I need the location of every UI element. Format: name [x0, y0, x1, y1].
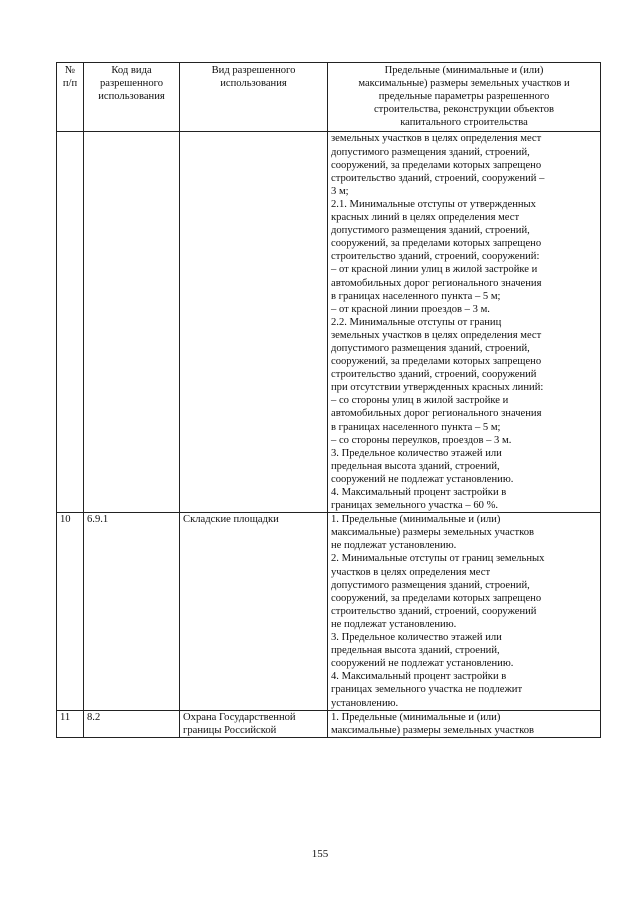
parameter-line: 4. Максимальный процент застройки в: [331, 671, 507, 683]
row-parameters: [328, 513, 601, 710]
use-type-line: Складские площадки: [183, 514, 279, 526]
parameter-line: земельных участков в целях определения мест: [331, 133, 542, 145]
parameter-line: допустимого размещения зданий, строений,: [331, 225, 530, 237]
parameter-line: 4. Максимальный процент застройки в: [331, 487, 507, 498]
parameter-line: строительство зданий, строений, сооружений:: [331, 251, 540, 263]
row-use-code: 8.2: [84, 710, 180, 737]
parameter-line: границах земельного участка не подлежит: [331, 684, 523, 696]
use-type-line: границы Российской: [183, 724, 277, 736]
parameter-line: при отсутствии утвержденных красных линий:: [331, 382, 544, 394]
parameter-line: в границах населенного пункта – 5 м;: [331, 290, 501, 302]
land-use-regulations-table: [56, 62, 601, 738]
parameter-line: сооружений не подлежат установлению.: [331, 473, 514, 485]
row-use-code: [84, 132, 180, 513]
row-use-type: [180, 513, 328, 710]
parameter-line: автомобильных дорог регионального значения: [331, 408, 542, 420]
parameter-line: сооружений, за пределами которых запрещено: [331, 592, 542, 604]
table-header-row: [57, 63, 601, 132]
parameter-line: сооружений не подлежат установлению.: [331, 658, 514, 670]
row-number: 10: [57, 513, 84, 710]
header-use: Вид разрешенного использования: [180, 63, 328, 132]
header-code: Код вида разрешенного использования: [84, 63, 180, 132]
parameter-line: 1. Предельные (минимальные и (или): [331, 514, 501, 526]
table-row: [57, 710, 601, 737]
parameter-line: допустимого размещения зданий, строений,: [331, 579, 530, 591]
parameter-line: участков в целях определения мест: [331, 566, 491, 578]
row-number: 11: [57, 710, 84, 737]
parameter-line: – от красной линии улиц в жилой застройке и: [331, 264, 538, 276]
table-row: [57, 513, 601, 710]
parameter-line: 2.1. Минимальные отступы от утвержденных: [331, 198, 536, 210]
parameter-line: максимальные) размеры земельных участков: [331, 724, 535, 736]
parameter-line: сооружений, за пределами которых запрещено: [331, 238, 542, 250]
parameter-line: 3. Предельное количество этажей или: [331, 632, 502, 644]
page-number: 155: [311, 848, 329, 860]
parameter-line: границах земельного участка – 60 %.: [331, 500, 499, 512]
row-parameters: [328, 710, 601, 737]
parameter-line: красных линий в целях определения мест: [331, 212, 520, 224]
parameter-line: строительство зданий, строений, сооружений –: [331, 172, 545, 184]
parameter-line: сооружений, за пределами которых запрещено: [331, 159, 542, 171]
parameter-line: установлению.: [331, 697, 399, 709]
row-use-type: [180, 132, 328, 513]
parameter-line: земельных участков в целях определения мест: [331, 329, 542, 341]
parameter-line: предельная высота зданий, строений,: [331, 460, 500, 472]
parameter-line: строительство зданий, строений, сооружений: [331, 605, 537, 617]
table-row: [57, 132, 601, 513]
parameter-line: автомобильных дорог регионального значения: [331, 277, 542, 289]
parameter-line: строительство зданий, строений, сооружений: [331, 369, 537, 381]
row-use-code: 6.9.1: [84, 513, 180, 710]
parameter-line: – со стороны переулков, проездов – 3 м.: [331, 434, 512, 446]
parameter-line: предельная высота зданий, строений,: [331, 645, 500, 657]
parameter-line: максимальные) размеры земельных участков: [331, 527, 535, 539]
parameter-line: допустимого размещения зданий, строений,: [331, 146, 530, 158]
parameter-line: 1. Предельные (минимальные и (или): [331, 711, 501, 723]
use-type-line: Охрана Государственной: [183, 711, 296, 723]
parameter-line: сооружений, за пределами которых запрещено: [331, 356, 542, 368]
parameter-line: 3. Предельное количество этажей или: [331, 447, 502, 459]
row-use-type: [180, 710, 328, 737]
header-params: Предельные (минимальные и (или) максимальные) размеры земельных участков и предельные параметры разрешенного строительства, реконструкции объектов капитального строительства: [328, 63, 601, 132]
parameter-line: не подлежат установлению.: [331, 618, 457, 630]
row-parameters: [328, 132, 601, 513]
parameter-line: – со стороны улиц в жилой застройке и: [331, 395, 509, 407]
table-body: [57, 132, 601, 737]
parameter-line: не подлежат установлению.: [331, 540, 457, 552]
parameter-line: 3 м;: [331, 185, 349, 197]
parameter-line: 2.2. Минимальные отступы от границ: [331, 316, 502, 328]
parameter-line: допустимого размещения зданий, строений,: [331, 342, 530, 354]
header-num: № п/п: [57, 63, 84, 132]
parameter-line: – от красной линии проездов – 3 м.: [331, 303, 490, 315]
row-number: [57, 132, 84, 513]
parameter-line: в границах населенного пункта – 5 м;: [331, 421, 501, 433]
parameter-line: 2. Минимальные отступы от границ земельных: [331, 553, 545, 565]
